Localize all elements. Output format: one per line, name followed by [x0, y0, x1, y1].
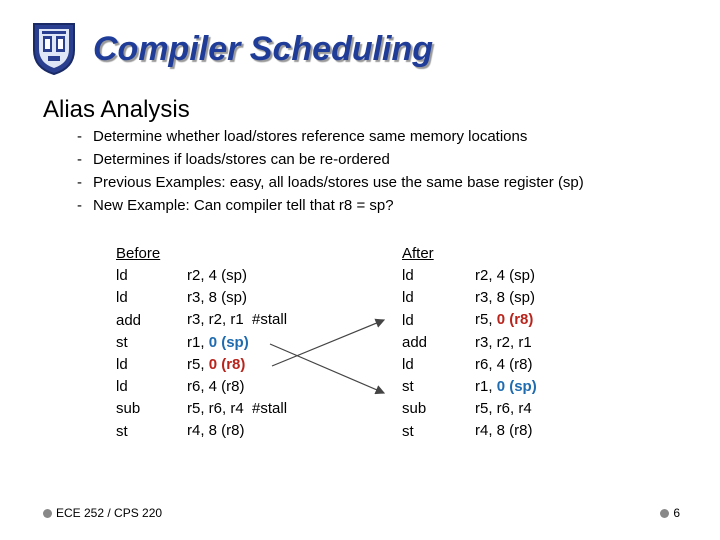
before-opcode: ld	[116, 267, 128, 285]
sp-offset-highlight: 0 (sp)	[208, 333, 249, 351]
before-operands: r4, 8 (r8)	[187, 422, 245, 440]
after-operands: r5, 0 (r8)	[475, 311, 534, 329]
bullet-marker: -	[77, 174, 82, 191]
after-opcode: st	[402, 422, 414, 440]
section-heading: Alias Analysis	[43, 96, 190, 123]
r8-offset-highlight: 0 (r8)	[496, 311, 534, 329]
before-operands: r5, 0 (r8)	[187, 355, 246, 373]
slide-title: Compiler Scheduling	[93, 30, 434, 68]
after-opcode: sub	[402, 400, 427, 418]
after-opcode: add	[402, 333, 428, 351]
after-operands: r1, 0 (sp)	[475, 377, 537, 395]
after-opcode: ld	[402, 289, 414, 307]
bullet-text: Previous Examples: easy, all loads/stores use the same base register (sp)	[93, 174, 584, 191]
page-number: 6	[660, 506, 680, 520]
before-opcode: st	[116, 333, 128, 351]
before-opcode: ld	[116, 378, 128, 396]
page-bullet-icon	[660, 509, 669, 518]
after-operands: r5, r6, r4	[475, 400, 532, 418]
arrow-st-to-later	[270, 344, 384, 393]
bullet-text: Determines if loads/stores can be re-ordered	[93, 151, 390, 168]
bullet-text: Determine whether load/stores reference same memory locations	[93, 128, 528, 145]
after-operands: r4, 8 (r8)	[475, 422, 533, 440]
before-opcode: ld	[116, 355, 128, 373]
footer-course: ECE 252 / CPS 220	[43, 506, 162, 520]
after-operands: r6, 4 (r8)	[475, 355, 533, 373]
before-opcode: sub	[116, 400, 141, 418]
before-operands: r2, 4 (sp)	[187, 267, 248, 284]
bullet-marker: -	[77, 197, 82, 214]
before-operands: r1, 0 (sp)	[187, 333, 249, 351]
after-opcode: ld	[402, 311, 414, 329]
before-opcode: add	[116, 311, 142, 329]
bullet-marker: -	[77, 151, 82, 168]
r8-offset-highlight: 0 (r8)	[208, 355, 246, 373]
after-opcode: st	[402, 378, 414, 396]
after-operands: r3, r2, r1	[475, 333, 532, 351]
before-operands: r3, r2, r1 #stall	[187, 311, 288, 329]
stall-note: #stall	[252, 400, 288, 418]
before-opcode: st	[116, 422, 128, 440]
before-operands: r6, 4 (r8)	[187, 377, 245, 395]
footer-bullet-icon	[43, 509, 52, 518]
after-operands: r3, 8 (sp)	[475, 289, 536, 307]
bullet-text: New Example: Can compiler tell that r8 = sp?	[93, 197, 394, 214]
sp-offset-highlight: 0 (sp)	[496, 377, 537, 395]
stall-note: #stall	[252, 311, 288, 329]
after-header: After	[402, 245, 434, 262]
before-operands: r5, r6, r4 #stall	[187, 400, 288, 418]
before-operands: r3, 8 (sp)	[187, 289, 248, 307]
before-opcode: ld	[116, 289, 128, 307]
before-header: Before	[116, 245, 161, 262]
after-operands: r2, 4 (sp)	[475, 267, 536, 284]
arrow-ld-to-earlier	[272, 320, 384, 366]
bullet-marker: -	[77, 128, 82, 145]
after-opcode: ld	[402, 355, 414, 373]
after-opcode: ld	[402, 267, 414, 285]
